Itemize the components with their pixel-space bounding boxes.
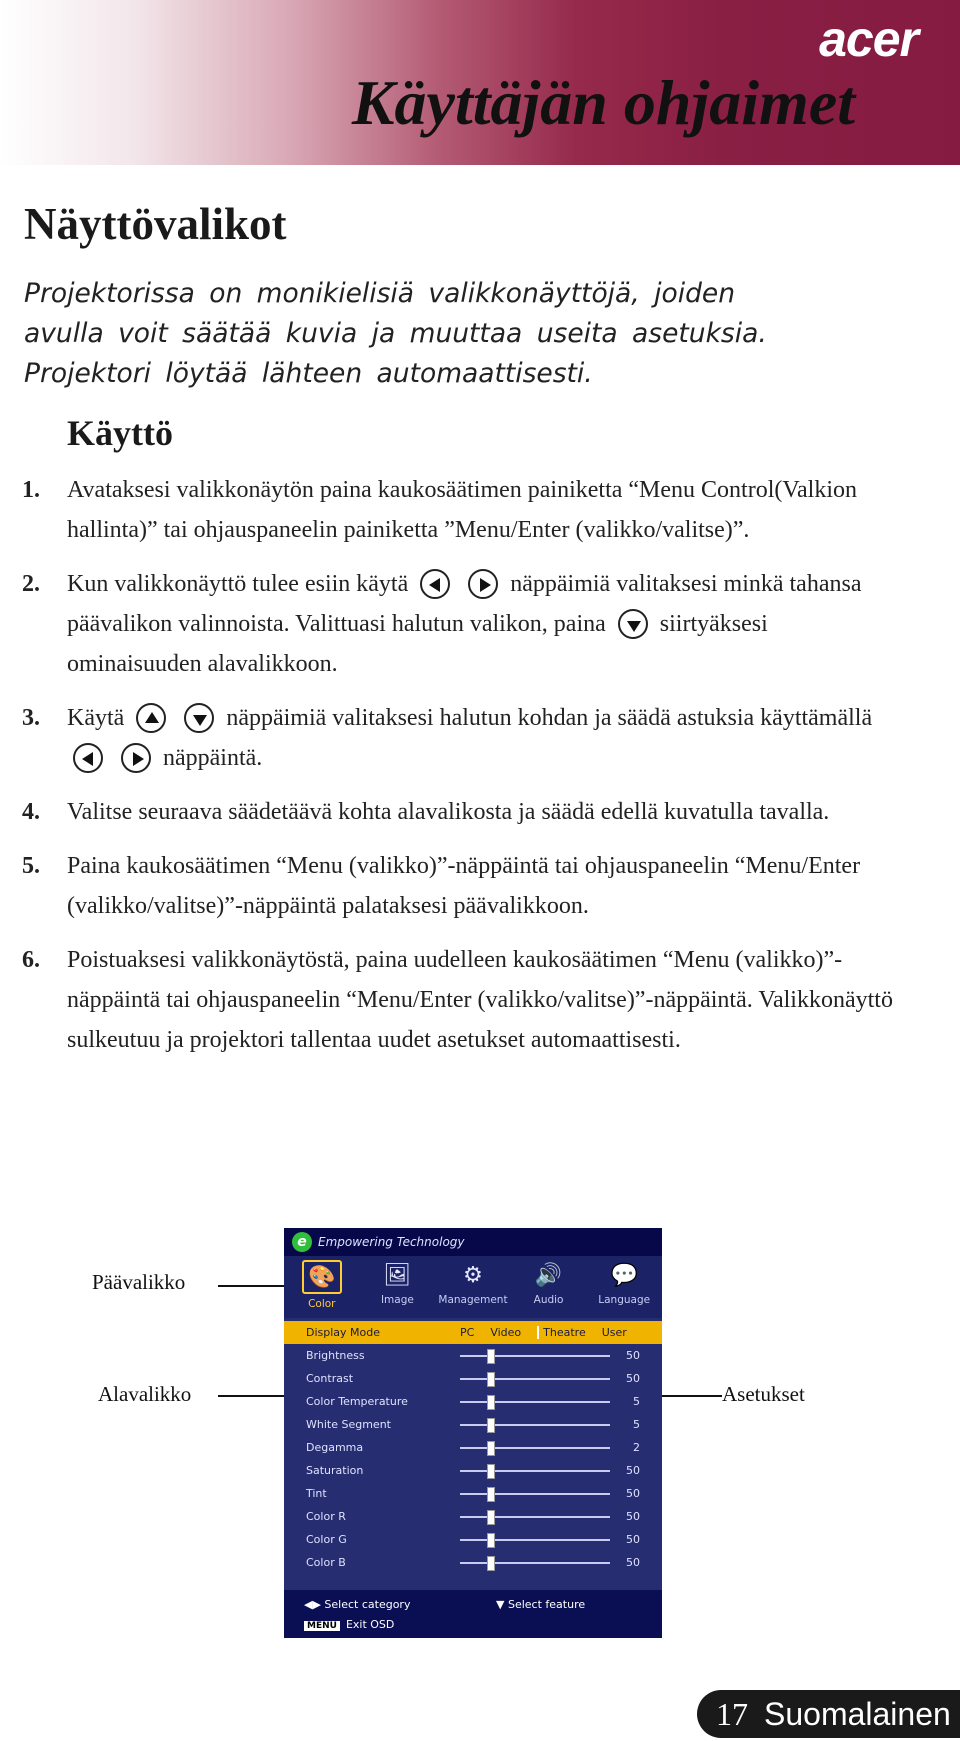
osd-slider-knob[interactable]: [487, 1533, 495, 1548]
step-text: näppäimiä valitaksesi halutun kohdan ja säädä astuksia käyttämällä: [226, 705, 873, 731]
page-language: Suomalainen: [764, 1696, 951, 1732]
osd-row-label: Degamma: [306, 1441, 364, 1454]
mode-option-selected[interactable]: Theatre: [537, 1326, 586, 1339]
image-icon: 🖼: [383, 1262, 412, 1288]
osd-footer: [284, 1590, 662, 1638]
osd-slider-knob[interactable]: [487, 1395, 495, 1410]
menu-key-icon: MENU: [304, 1621, 340, 1631]
osd-slider-knob[interactable]: [487, 1510, 495, 1525]
osd-tab-audio[interactable]: [511, 1260, 587, 1318]
step-number: 6.: [22, 947, 40, 973]
osd-tab-color[interactable]: [284, 1260, 360, 1318]
right-arrow-button-icon: [121, 743, 151, 773]
step-number: 5.: [22, 853, 40, 879]
intro-line: Projektorissa on monikielisiä valikkonäyttöjä, joiden: [24, 278, 735, 309]
osd-row-label: Color G: [306, 1533, 347, 1546]
osd-row-display-mode[interactable]: [284, 1321, 662, 1344]
callout-sub-menu: Alavalikko: [98, 1382, 192, 1406]
step-1: [22, 470, 902, 550]
osd-slider-track[interactable]: [460, 1516, 610, 1518]
osd-tab-label: Color: [308, 1298, 336, 1310]
right-arrow-button-icon: [468, 569, 498, 599]
osd-row-label: Color B: [306, 1556, 346, 1569]
step-number: 2.: [22, 571, 40, 597]
osd-hint: ◀▶ Select category: [304, 1598, 411, 1611]
step-5: [22, 846, 902, 926]
osd-slider-track[interactable]: [460, 1401, 610, 1403]
gears-icon: ⚙: [463, 1262, 483, 1288]
osd-row-value: 5: [633, 1395, 640, 1408]
chapter-title: Käyttäjän ohjaimet: [351, 67, 855, 138]
osd-tab-management[interactable]: [435, 1260, 511, 1318]
osd-row-label: White Segment: [306, 1418, 391, 1431]
steps-list: [22, 470, 902, 1074]
osd-hint-text: Select category: [324, 1598, 411, 1611]
osd-slider-track[interactable]: [460, 1447, 610, 1449]
intro-paragraph: [24, 274, 884, 394]
osd-row[interactable]: [284, 1459, 662, 1482]
step-number: 4.: [22, 799, 40, 825]
osd-slider-track[interactable]: [460, 1378, 610, 1380]
osd-row[interactable]: [284, 1436, 662, 1459]
osd-row-value: 50: [626, 1372, 640, 1385]
intro-line: Projektori löytää lähteen automaattisesti.: [24, 358, 593, 389]
osd-slider-knob[interactable]: [487, 1372, 495, 1387]
osd-slider-track[interactable]: [460, 1424, 610, 1426]
callout-main-menu: Päävalikko: [92, 1270, 186, 1294]
step-2: [22, 564, 902, 684]
down-arrow-button-icon: [618, 609, 648, 639]
step-text: näppäintä.: [163, 745, 263, 771]
osd-row[interactable]: [284, 1528, 662, 1551]
osd-hint: [304, 1618, 394, 1631]
osd-row-label: Saturation: [306, 1464, 364, 1477]
up-arrow-button-icon: [136, 703, 166, 733]
step-text: näppäimiä valitaksesi minkä tahansa päävalikon valinnoista. Valittuasi halutun valikon, paina: [67, 571, 862, 637]
step-number: 3.: [22, 705, 40, 731]
osd-submenu: [284, 1318, 662, 1574]
subsection-title: Käyttö: [67, 413, 173, 453]
osd-tab-label: Image: [380, 1294, 414, 1306]
osd-slider-track[interactable]: [460, 1355, 610, 1357]
osd-slider-knob[interactable]: [487, 1487, 495, 1502]
osd-tab-label: Management: [438, 1294, 508, 1306]
osd-slider-track[interactable]: [460, 1539, 610, 1541]
osd-slider-track[interactable]: [460, 1470, 610, 1472]
osd-row[interactable]: [284, 1551, 662, 1574]
osd-row[interactable]: [284, 1505, 662, 1528]
osd-row-value: 50: [626, 1533, 640, 1546]
osd-row-label: Brightness: [306, 1349, 365, 1362]
step-text: Kun valikkonäyttö tulee esiin käytä: [67, 571, 409, 597]
intro-line: avulla voit säätää kuvia ja muuttaa useita asetuksia.: [24, 318, 767, 349]
callout-settings: Asetukset: [722, 1382, 805, 1406]
mode-option[interactable]: Video: [490, 1326, 522, 1339]
osd-hint: ▼ Select feature: [496, 1598, 586, 1611]
step-4: [22, 792, 902, 832]
osd-slider-knob[interactable]: [487, 1349, 495, 1364]
osd-row[interactable]: [284, 1344, 662, 1367]
osd-hint-text: Select feature: [507, 1598, 586, 1611]
osd-slider-track[interactable]: [460, 1493, 610, 1495]
osd-slider-knob[interactable]: [487, 1556, 495, 1571]
step-3: [22, 698, 902, 778]
step-text: siirtyäksesi ominaisuuden alavalikkoon.: [67, 611, 768, 677]
osd-row-value: 50: [626, 1510, 640, 1523]
step-number: 1.: [22, 477, 40, 503]
osd-hint-text: Exit OSD: [345, 1618, 395, 1631]
osd-tab-label: Audio: [533, 1294, 564, 1306]
osd-row-label: Display Mode: [306, 1326, 381, 1339]
osd-row-label: Color R: [306, 1510, 346, 1523]
empowering-logo-icon: e: [292, 1232, 312, 1252]
osd-row[interactable]: [284, 1482, 662, 1505]
left-arrow-button-icon: [73, 743, 103, 773]
step-text: Avataksesi valikkonäytön paina kaukosäätimen painiketta “Menu Control(Valkion hallinta)” tai ohjauspaneelin painiketta ”Menu/Enter (valikko/valitse)”.: [67, 477, 858, 543]
osd-menu: [284, 1228, 662, 1638]
osd-tab-image[interactable]: [360, 1260, 436, 1318]
step-text: Valitse seuraava säädetäävä kohta alavalikosta ja säädä edellä kuvatulla tavalla.: [67, 799, 830, 825]
mode-option[interactable]: PC: [460, 1326, 475, 1339]
step-text: Käytä: [67, 705, 125, 731]
mode-option[interactable]: User: [601, 1326, 627, 1339]
speaker-icon: 🔊: [534, 1262, 563, 1288]
page-number: 17: [716, 1696, 748, 1732]
osd-row-value: 50: [626, 1464, 640, 1477]
left-arrow-button-icon: [420, 569, 450, 599]
osd-slider-knob[interactable]: [487, 1418, 495, 1433]
osd-row-value: 2: [633, 1441, 640, 1454]
osd-tab-language[interactable]: [586, 1260, 662, 1318]
osd-row-value: 50: [626, 1487, 640, 1500]
osd-row[interactable]: [284, 1390, 662, 1413]
speech-bubble-icon: 💬: [610, 1262, 638, 1288]
osd-row[interactable]: [284, 1413, 662, 1436]
osd-row[interactable]: [284, 1367, 662, 1390]
osd-slider-knob[interactable]: [487, 1464, 495, 1479]
osd-slider-track[interactable]: [460, 1562, 610, 1564]
section-title: Näyttövalikot: [24, 199, 287, 249]
step-6: [22, 940, 902, 1060]
acer-logo: acer: [819, 11, 918, 67]
osd-tagline: Empowering Technology: [318, 1235, 465, 1249]
display-mode-options: [460, 1326, 643, 1339]
osd-row-value: 50: [626, 1556, 640, 1569]
down-arrow-button-icon: [184, 703, 214, 733]
osd-category-bar: [284, 1256, 662, 1318]
osd-row-label: Color Temperature: [306, 1395, 408, 1408]
palette-icon: 🎨: [302, 1260, 342, 1294]
osd-title-bar: [284, 1228, 662, 1256]
osd-slider-knob[interactable]: [487, 1441, 495, 1456]
step-text: Poistuaksesi valikkonäytöstä, paina uudelleen kaukosäätimen “Menu (valikko)”-näppäintä tai ohjauspaneelin “Menu/Enter (valikko/valitse)”-näppäintä. Valikkonäyttö sulkeutuu ja projektori tallentaa uudet asetukset automaattisesti.: [67, 947, 893, 1053]
osd-tab-label: Language: [598, 1294, 651, 1306]
step-text: Paina kaukosäätimen “Menu (valikko)”-näppäintä tai ohjauspaneelin “Menu/Enter (valikko/valitse)”-näppäintä palataksesi päävalikkoon.: [67, 853, 861, 919]
osd-row-value: 50: [626, 1349, 640, 1362]
osd-row-label: Contrast: [306, 1372, 354, 1385]
osd-row-value: 5: [633, 1418, 640, 1431]
osd-row-label: Tint: [306, 1487, 327, 1500]
